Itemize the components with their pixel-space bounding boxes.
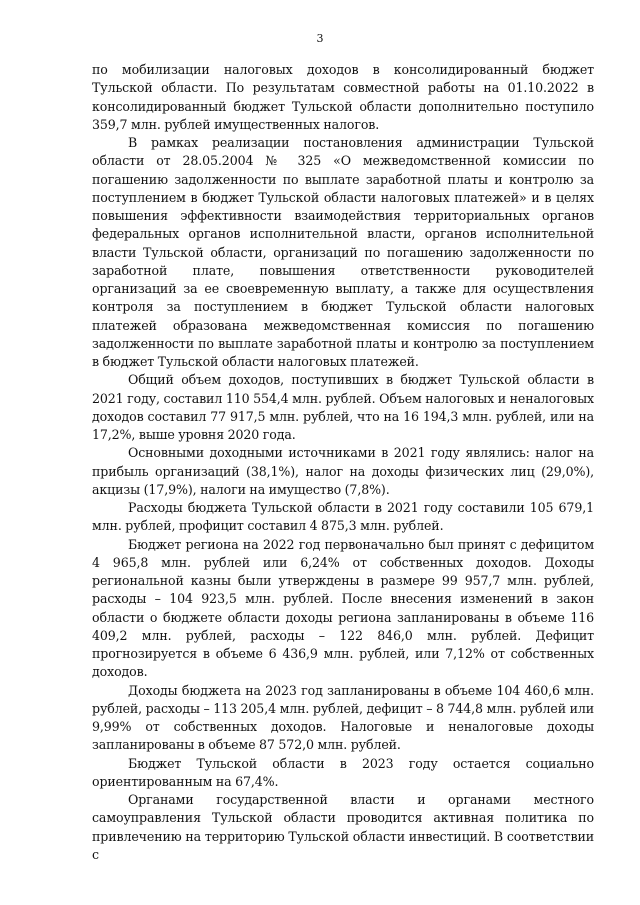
paragraph-revenue-sources-2021: Основными доходными источниками в 2021 году являлись: налог на прибыль организаций (38,1%), налог на доходы физических лиц (29,0%), акцизы (17,9%), налоги на имущество (7,8%). xyxy=(92,445,594,497)
document-body xyxy=(92,61,594,864)
paragraph-investment-policy: Органами государственной власти и органами местного самоуправления Тульской области проводится активная политика по привлечению на территорию Тульской области инвестиций. В соответствии с xyxy=(92,792,594,862)
paragraph-expenses-2021: Расходы бюджета Тульской области в 2021 году составили 105 679,1 млн. рублей, профицит составил 4 875,3 млн. рублей. xyxy=(92,500,594,534)
paragraph-budget-2023: Доходы бюджета на 2023 год запланированы в объеме 104 460,6 млн. рублей, расходы – 113 205,4 млн. рублей, дефицит – 8 744,8 млн. рублей или 9,99% от собственных доходов. Налоговые и неналоговые доходы запланированы в объеме 87 572,0 млн. рублей. xyxy=(92,682,594,753)
paragraph-revenue-2021: Общий объем доходов, поступивших в бюджет Тульской области в 2021 году, составил 110 554,4 млн. рублей. Объем налоговых и неналоговых доходов составил 77 917,5 млн. рублей, что на 16 194,3 млн. рублей, или на 17,2%, выше уровня 2020 года. xyxy=(92,372,594,442)
paragraph-social-orientation: Бюджет Тульской области в 2023 году остается социально ориентированным на 67,4%. xyxy=(92,755,594,789)
paragraph-interagency-commission: В рамках реализации постановления администрации Тульской области от 28.05.2004 № 325 «О межведомственной комиссии по погашению задолженности по выплате заработной платы и контролю за поступлением в бюджет Тульской области налоговых платежей» и в целях повышения эффективности взаимодействия территориальных органов федеральных органов исполнительной власти, органов исполнительной власти Тульской области, организаций по погашению задолженности по заработной плате, повышения ответственности руководителей организаций за ее своевременную выплату, а также для осуществления контроля за поступлением в бюджет Тульской области налоговых платежей образована межведомственная комиссия по погашению задолженности по выплате заработной платы и контролю за поступлением в бюджет Тульской области налоговых платежей. xyxy=(92,135,594,369)
paragraph-tax-mobilization: по мобилизации налоговых доходов в консолидированный бюджет Тульской области. По результатам совместной работы на 01.10.2022 в консолидированный бюджет Тульской области дополнительно поступило 359,7 млн. рублей имущественных налогов. xyxy=(92,62,594,132)
paragraph-budget-2022: Бюджет региона на 2022 год первоначально был принят с дефицитом 4 965,8 млн. рублей или 6,24% от собственных доходов. Доходы региональной казны были утверждены в размере 99 957,7 млн. рублей, расходы – 104 923,5 млн. рублей. После внесения изменений в закон области о бюджете области доходы региона запланированы в объеме 116 409,2 млн. рублей, расходы – 122 846,0 млн. рублей. Дефицит прогнозируется в объеме 6 436,9 млн. рублей, или 7,12% от собственных доходов. xyxy=(92,536,594,680)
page-number: 3 xyxy=(316,32,324,45)
